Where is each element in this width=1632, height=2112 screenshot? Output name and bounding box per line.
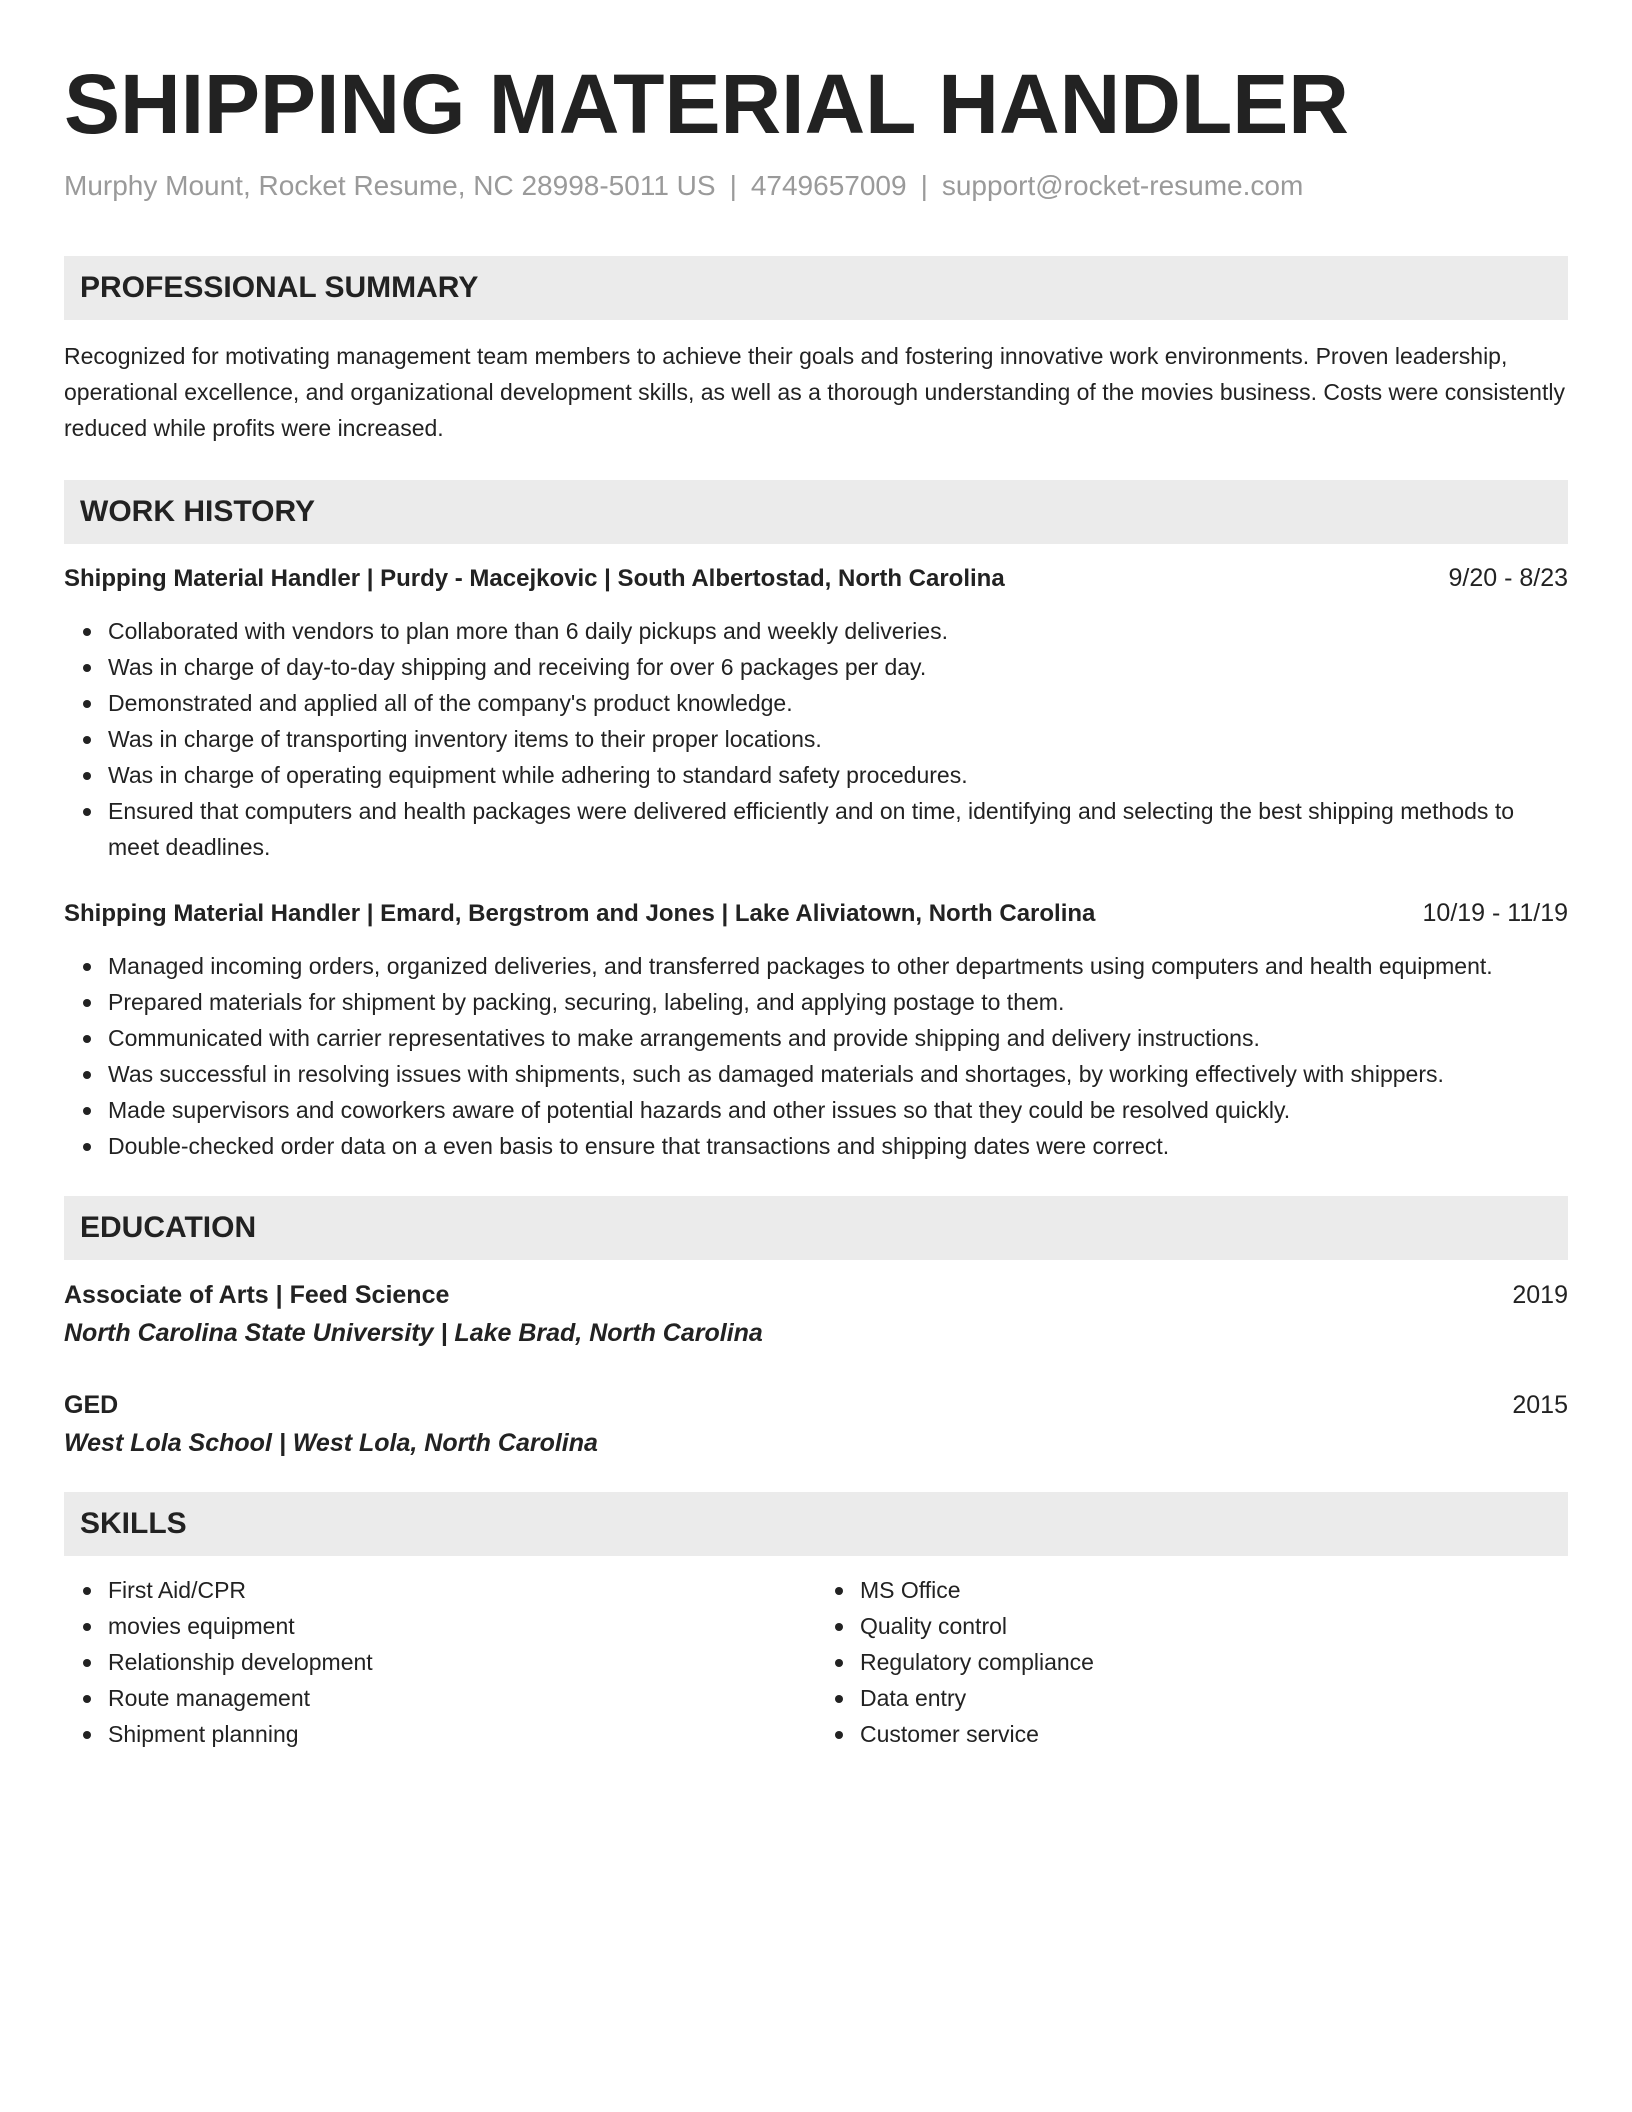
- skill-item: First Aid/CPR: [108, 1572, 816, 1608]
- job-bullet: Prepared materials for shipment by packing, securing, labeling, and applying postage to them.: [108, 984, 1568, 1020]
- skill-item: Regulatory compliance: [860, 1644, 1568, 1680]
- contact-line: [64, 168, 1568, 204]
- section-header-skills: SKILLS: [64, 1492, 1568, 1556]
- education-header-row: [64, 1276, 1568, 1314]
- skills-columns: [64, 1556, 1568, 1752]
- job-bullet: Was in charge of day-to-day shipping and receiving for over 6 packages per day.: [108, 649, 1568, 685]
- section-header-summary: PROFESSIONAL SUMMARY: [64, 256, 1568, 320]
- job-bullet: Ensured that computers and health packages were delivered efficiently and on time, identifying and selecting the best shipping methods to meet deadlines.: [108, 793, 1568, 865]
- job-bullet: Was successful in resolving issues with shipments, such as damaged materials and shortages, by working effectively with shippers.: [108, 1056, 1568, 1092]
- education-header-row: [64, 1386, 1568, 1424]
- contact-address: Murphy Mount, Rocket Resume, NC 28998-5011 US: [64, 170, 716, 201]
- contact-phone: 4749657009: [750, 170, 907, 201]
- job-dates: 10/19 - 11/19: [1422, 899, 1568, 927]
- contact-separator: |: [729, 170, 737, 201]
- skill-item: movies equipment: [108, 1608, 816, 1644]
- education-year: 2015: [1512, 1391, 1568, 1419]
- job-bullet: Demonstrated and applied all of the company's product knowledge.: [108, 685, 1568, 721]
- section-header-work-history: WORK HISTORY: [64, 480, 1568, 544]
- education-school: West Lola School | West Lola, North Carolina: [64, 1429, 598, 1457]
- education-entry: [64, 1276, 1568, 1352]
- job-bullet-list: [64, 613, 1568, 865]
- contact-email: support@rocket-resume.com: [941, 170, 1304, 201]
- job-bullet: Collaborated with vendors to plan more than 6 daily pickups and weekly deliveries.: [108, 613, 1568, 649]
- job-bullet: Was in charge of transporting inventory items to their proper locations.: [108, 721, 1568, 757]
- education-degree: GED: [64, 1391, 119, 1419]
- contact-separator: |: [920, 170, 928, 201]
- job-entry: [64, 895, 1568, 1164]
- skill-item: MS Office: [860, 1572, 1568, 1608]
- job-title: Shipping Material Handler | Purdy - Macejkovic | South Albertostad, North Carolina: [64, 565, 1005, 592]
- education-entry: [64, 1386, 1568, 1462]
- job-header-row: [64, 895, 1568, 932]
- job-bullet: Made supervisors and coworkers aware of potential hazards and other issues so that they could be resolved quickly.: [108, 1092, 1568, 1128]
- skill-item: Data entry: [860, 1680, 1568, 1716]
- resume-name: SHIPPING MATERIAL HANDLER: [64, 57, 1349, 151]
- job-bullet: Was in charge of operating equipment while adhering to standard safety procedures.: [108, 757, 1568, 793]
- education-year: 2019: [1512, 1281, 1568, 1309]
- skill-item: Relationship development: [108, 1644, 816, 1680]
- skills-list-right: [816, 1572, 1568, 1752]
- job-bullet: Managed incoming orders, organized deliveries, and transferred packages to other departments using computers and health equipment.: [108, 948, 1568, 984]
- education-degree: Associate of Arts | Feed Science: [64, 1281, 450, 1309]
- job-bullet-list: [64, 948, 1568, 1164]
- summary-text: Recognized for motivating management team members to achieve their goals and fostering innovative work environments. Proven leadership, operational excellence, and organizational development skills, as well as a thorough understanding of the movies business. Costs were consistently reduced while profits were increased.: [64, 343, 1565, 441]
- skill-item: Route management: [108, 1680, 816, 1716]
- section-header-education: EDUCATION: [64, 1196, 1568, 1260]
- job-bullet: Double-checked order data on a even basis to ensure that transactions and shipping dates were correct.: [108, 1128, 1568, 1164]
- job-title: Shipping Material Handler | Emard, Bergstrom and Jones | Lake Aliviatown, North Carolina: [64, 900, 1096, 927]
- education-school: North Carolina State University | Lake Brad, North Carolina: [64, 1319, 763, 1347]
- job-header-row: [64, 560, 1568, 597]
- skill-item: Customer service: [860, 1716, 1568, 1752]
- skills-list-left: [64, 1572, 816, 1752]
- job-entry: [64, 560, 1568, 865]
- skill-item: Quality control: [860, 1608, 1568, 1644]
- skill-item: Shipment planning: [108, 1716, 816, 1752]
- job-bullet: Communicated with carrier representatives to make arrangements and provide shipping and delivery instructions.: [108, 1020, 1568, 1056]
- job-dates: 9/20 - 8/23: [1448, 564, 1568, 592]
